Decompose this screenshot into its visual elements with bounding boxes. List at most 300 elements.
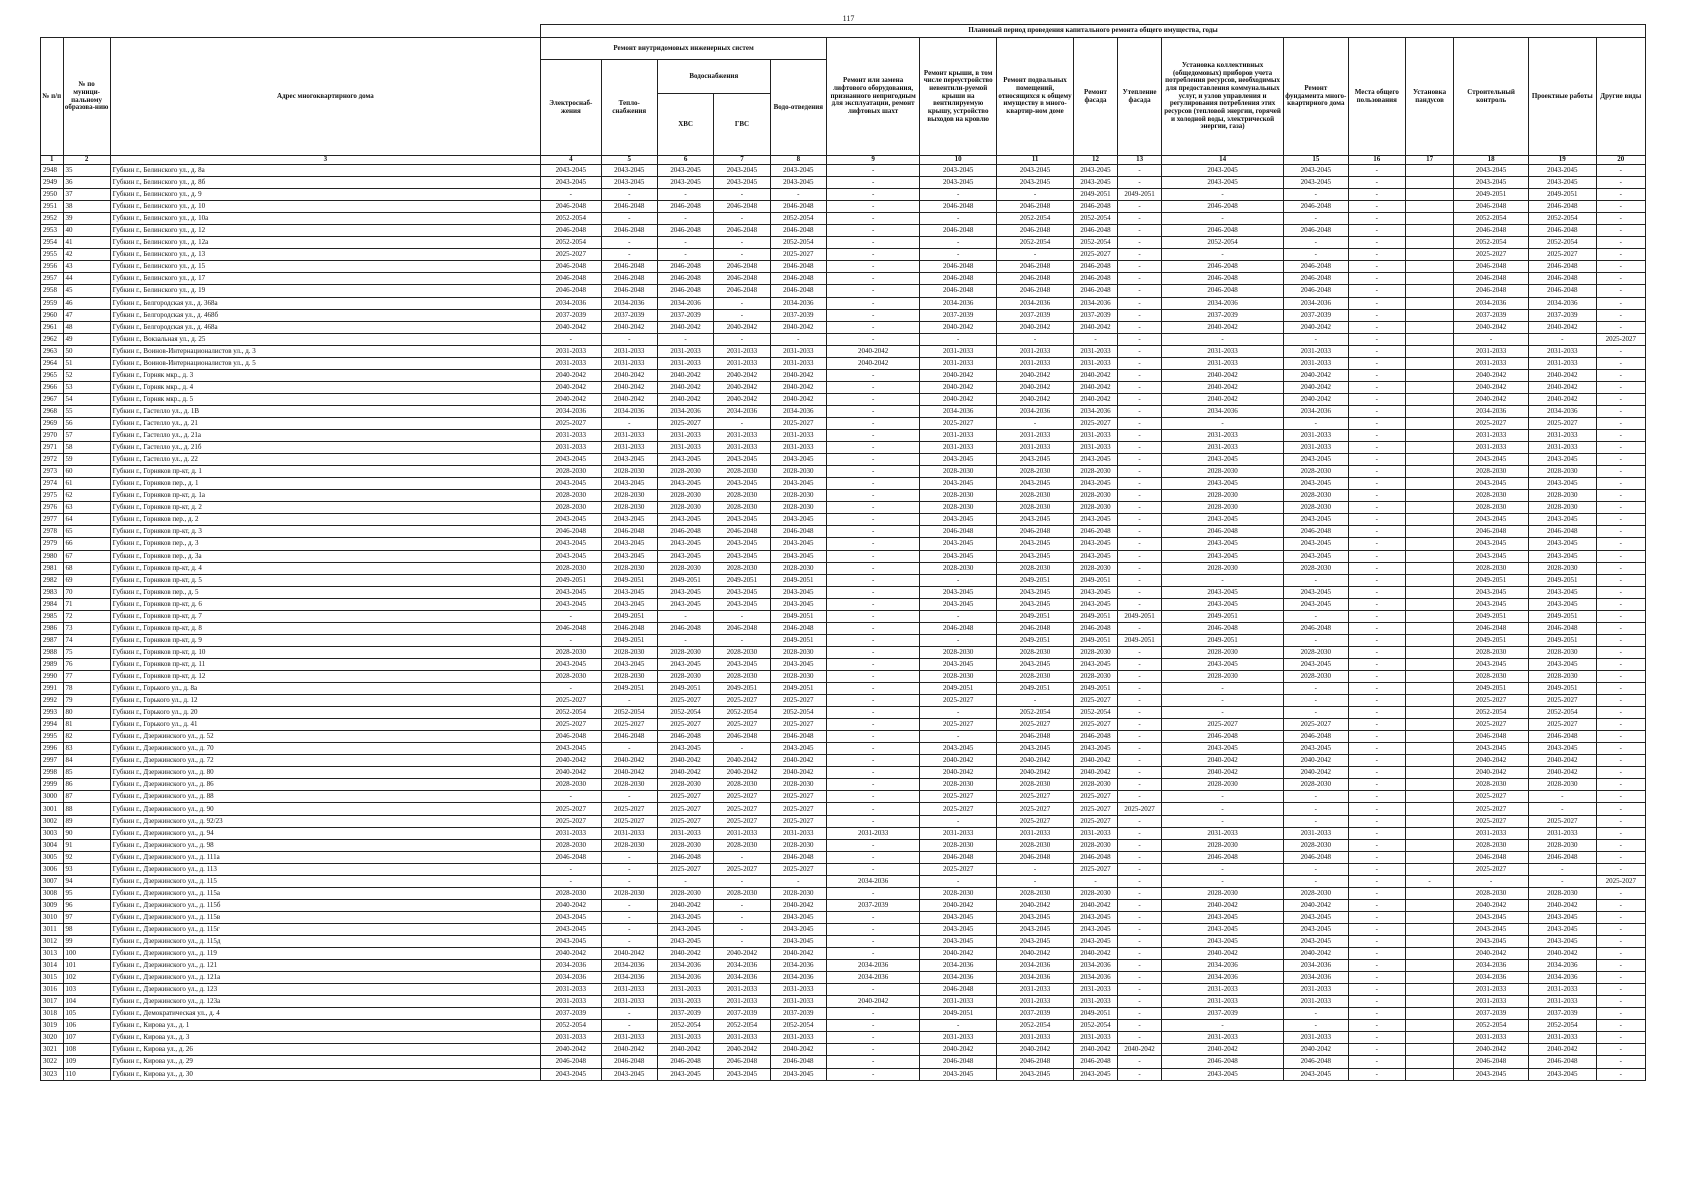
period-cell: - bbox=[1348, 719, 1405, 731]
period-cell: 2046-2048 bbox=[657, 526, 713, 538]
period-cell: 2040-2042 bbox=[541, 755, 601, 767]
period-cell: 2031-2033 bbox=[1454, 1032, 1529, 1044]
period-cell bbox=[1406, 610, 1454, 622]
period-cell: 2034-2036 bbox=[1162, 405, 1284, 417]
period-cell: 2031-2033 bbox=[1073, 430, 1117, 442]
period-cell: 2040-2042 bbox=[657, 321, 713, 333]
period-cell: 2025-2027 bbox=[1073, 249, 1117, 261]
period-cell: 2040-2042 bbox=[827, 357, 920, 369]
period-cell: 2025-2027 bbox=[601, 803, 657, 815]
period-cell: - bbox=[1596, 815, 1645, 827]
period-cell: - bbox=[1118, 887, 1162, 899]
period-cell: - bbox=[601, 417, 657, 429]
period-cell: - bbox=[1596, 610, 1645, 622]
period-cell: 2025-2027 bbox=[1528, 815, 1596, 827]
period-cell: 2025-2027 bbox=[1454, 863, 1529, 875]
period-cell bbox=[1406, 707, 1454, 719]
row-number-cell: 76 bbox=[63, 658, 110, 670]
period-cell: 2052-2054 bbox=[541, 237, 601, 249]
row-number-cell: 80 bbox=[63, 707, 110, 719]
period-cell: - bbox=[827, 213, 920, 225]
period-cell: - bbox=[1596, 393, 1645, 405]
period-cell: - bbox=[1596, 562, 1645, 574]
period-cell: - bbox=[1118, 213, 1162, 225]
period-cell: 2031-2033 bbox=[920, 827, 997, 839]
period-cell: 2046-2048 bbox=[770, 273, 826, 285]
period-cell: 2043-2045 bbox=[657, 177, 713, 189]
period-cell: - bbox=[1118, 1020, 1162, 1032]
period-cell: 2043-2045 bbox=[1528, 586, 1596, 598]
row-number-cell: 52 bbox=[63, 369, 110, 381]
period-cell: - bbox=[920, 237, 997, 249]
period-cell: - bbox=[1596, 791, 1645, 803]
period-cell: 2028-2030 bbox=[997, 887, 1074, 899]
period-cell: 2034-2036 bbox=[1528, 297, 1596, 309]
period-cell bbox=[1406, 297, 1454, 309]
period-cell: - bbox=[920, 634, 997, 646]
row-number-cell: 3010 bbox=[41, 911, 64, 923]
period-cell: - bbox=[601, 936, 657, 948]
period-cell: - bbox=[1284, 815, 1349, 827]
address-cell: Губкин г., Кирова ул., д. 3 bbox=[110, 1032, 540, 1044]
period-cell: - bbox=[1118, 683, 1162, 695]
period-cell: 2046-2048 bbox=[657, 261, 713, 273]
address-cell: Губкин г., Дзержинского ул., д. 123а bbox=[110, 996, 540, 1008]
address-cell: Губкин г., Горняков пер., д. 1 bbox=[110, 478, 540, 490]
period-cell: 2034-2036 bbox=[714, 960, 770, 972]
period-cell: 2043-2045 bbox=[1284, 478, 1349, 490]
period-cell: 2040-2042 bbox=[770, 899, 826, 911]
period-cell: - bbox=[827, 923, 920, 935]
period-cell: 2043-2045 bbox=[997, 586, 1074, 598]
address-cell: Губкин г., Дзержинского ул., д. 121 bbox=[110, 960, 540, 972]
row-number-cell: 107 bbox=[63, 1032, 110, 1044]
period-cell: 2052-2054 bbox=[541, 1020, 601, 1032]
period-cell: 2028-2030 bbox=[1073, 670, 1117, 682]
period-cell: 2043-2045 bbox=[997, 658, 1074, 670]
period-cell: 2040-2042 bbox=[601, 393, 657, 405]
period-cell: 2037-2039 bbox=[657, 309, 713, 321]
period-cell bbox=[1406, 526, 1454, 538]
period-cell: 2046-2048 bbox=[541, 225, 601, 237]
period-cell: 2037-2039 bbox=[1284, 309, 1349, 321]
period-cell: 2034-2036 bbox=[920, 972, 997, 984]
period-cell: - bbox=[1348, 189, 1405, 201]
period-cell: 2049-2051 bbox=[1162, 634, 1284, 646]
period-cell: 2025-2027 bbox=[770, 815, 826, 827]
row-number-cell: 55 bbox=[63, 405, 110, 417]
period-cell: 2043-2045 bbox=[1284, 514, 1349, 526]
period-cell: 2028-2030 bbox=[541, 562, 601, 574]
table-row bbox=[41, 984, 1646, 996]
period-cell bbox=[1406, 1068, 1454, 1080]
row-number-cell: 2948 bbox=[41, 165, 64, 177]
period-cell: 2049-2051 bbox=[714, 683, 770, 695]
period-cell: 2028-2030 bbox=[1454, 839, 1529, 851]
period-cell: 2031-2033 bbox=[1162, 345, 1284, 357]
period-cell: - bbox=[1284, 803, 1349, 815]
period-cell: 2052-2054 bbox=[997, 1020, 1074, 1032]
period-cell: 2043-2045 bbox=[1454, 658, 1529, 670]
period-cell: 2040-2042 bbox=[1528, 755, 1596, 767]
row-number-cell: 2986 bbox=[41, 622, 64, 634]
period-cell: 2049-2051 bbox=[657, 683, 713, 695]
period-cell: 2046-2048 bbox=[770, 731, 826, 743]
period-cell: 2034-2036 bbox=[1162, 297, 1284, 309]
table-row bbox=[41, 165, 1646, 177]
period-cell: 2025-2027 bbox=[714, 719, 770, 731]
period-cell: 2046-2048 bbox=[997, 261, 1074, 273]
period-cell: 2049-2051 bbox=[1118, 189, 1162, 201]
period-cell: 2025-2027 bbox=[541, 815, 601, 827]
period-cell: 2043-2045 bbox=[1454, 598, 1529, 610]
period-cell: - bbox=[1118, 743, 1162, 755]
period-cell: 2046-2048 bbox=[1528, 273, 1596, 285]
period-cell bbox=[1406, 803, 1454, 815]
period-cell: - bbox=[1284, 333, 1349, 345]
period-cell: - bbox=[1596, 707, 1645, 719]
period-cell: - bbox=[1596, 586, 1645, 598]
period-cell: - bbox=[601, 863, 657, 875]
period-cell: - bbox=[1596, 1008, 1645, 1020]
period-cell: 2040-2042 bbox=[601, 381, 657, 393]
period-cell: 2046-2048 bbox=[541, 622, 601, 634]
row-number-cell: 47 bbox=[63, 309, 110, 321]
row-number-cell: 110 bbox=[63, 1068, 110, 1080]
period-cell: 2052-2054 bbox=[1073, 1020, 1117, 1032]
period-cell: 2037-2039 bbox=[1528, 309, 1596, 321]
period-cell: 2034-2036 bbox=[1284, 960, 1349, 972]
row-number-cell: 91 bbox=[63, 839, 110, 851]
period-cell: - bbox=[827, 670, 920, 682]
period-cell: 2046-2048 bbox=[601, 622, 657, 634]
period-cell: 2040-2042 bbox=[601, 1044, 657, 1056]
period-cell bbox=[1406, 767, 1454, 779]
period-cell: 2052-2054 bbox=[541, 707, 601, 719]
period-cell: 2043-2045 bbox=[1284, 165, 1349, 177]
period-cell: 2034-2036 bbox=[1073, 972, 1117, 984]
period-cell: - bbox=[1596, 165, 1645, 177]
row-number-cell: 43 bbox=[63, 261, 110, 273]
period-cell: 2031-2033 bbox=[1073, 1032, 1117, 1044]
period-cell: - bbox=[1596, 670, 1645, 682]
period-cell: 2031-2033 bbox=[601, 984, 657, 996]
period-cell: - bbox=[1596, 189, 1645, 201]
period-cell: 2025-2027 bbox=[657, 803, 713, 815]
address-cell: Губкин г., Горняк мкр., д. 5 bbox=[110, 393, 540, 405]
table-row bbox=[41, 851, 1646, 863]
row-number-cell: 102 bbox=[63, 972, 110, 984]
period-cell: - bbox=[827, 1020, 920, 1032]
row-number-cell: 65 bbox=[63, 526, 110, 538]
col-lift: Ремонт или замена лифтового оборудования, признанного непригодным для эксплуатации, ремонт лифтовых шахт bbox=[827, 38, 920, 156]
table-row bbox=[41, 526, 1646, 538]
table-row bbox=[41, 755, 1646, 767]
period-cell: - bbox=[1596, 598, 1645, 610]
period-cell: - bbox=[1454, 875, 1529, 887]
period-cell: - bbox=[1596, 1044, 1645, 1056]
period-cell: - bbox=[1596, 996, 1645, 1008]
period-cell: - bbox=[1348, 309, 1405, 321]
table-row bbox=[41, 405, 1646, 417]
period-cell bbox=[1406, 634, 1454, 646]
period-cell: 2043-2045 bbox=[1073, 514, 1117, 526]
period-cell: 2040-2042 bbox=[1284, 321, 1349, 333]
table-row bbox=[41, 767, 1646, 779]
period-cell: 2040-2042 bbox=[601, 369, 657, 381]
row-number-cell: 3022 bbox=[41, 1056, 64, 1068]
period-cell: - bbox=[1118, 309, 1162, 321]
period-cell: 2043-2045 bbox=[541, 911, 601, 923]
period-cell: 2040-2042 bbox=[1528, 321, 1596, 333]
period-cell: 2046-2048 bbox=[714, 261, 770, 273]
period-cell: 2028-2030 bbox=[920, 490, 997, 502]
period-cell: 2028-2030 bbox=[657, 490, 713, 502]
period-cell: - bbox=[827, 201, 920, 213]
period-cell: 2031-2033 bbox=[920, 442, 997, 454]
period-cell: 2028-2030 bbox=[997, 466, 1074, 478]
period-cell: 2034-2036 bbox=[657, 960, 713, 972]
period-cell: 2025-2027 bbox=[770, 803, 826, 815]
period-cell: 2028-2030 bbox=[541, 779, 601, 791]
period-cell: 2046-2048 bbox=[1284, 285, 1349, 297]
row-number-cell: 3006 bbox=[41, 863, 64, 875]
row-number-cell: 2995 bbox=[41, 731, 64, 743]
period-cell: - bbox=[1348, 634, 1405, 646]
period-cell: 2025-2027 bbox=[1528, 719, 1596, 731]
row-number-cell: 48 bbox=[63, 321, 110, 333]
address-cell: Губкин г., Горняков пер., д. 5 bbox=[110, 586, 540, 598]
table-row bbox=[41, 357, 1646, 369]
period-cell: 2034-2036 bbox=[657, 405, 713, 417]
period-cell: - bbox=[1596, 261, 1645, 273]
period-cell: - bbox=[1596, 972, 1645, 984]
period-cell: 2043-2045 bbox=[1454, 1068, 1529, 1080]
period-cell: 2043-2045 bbox=[1073, 177, 1117, 189]
period-cell: - bbox=[1162, 863, 1284, 875]
period-cell bbox=[1406, 550, 1454, 562]
period-cell: 2052-2054 bbox=[1162, 237, 1284, 249]
period-cell: 2025-2027 bbox=[1596, 333, 1645, 345]
period-cell: - bbox=[1348, 345, 1405, 357]
period-cell bbox=[1406, 755, 1454, 767]
period-cell: - bbox=[1162, 815, 1284, 827]
period-cell: 2046-2048 bbox=[997, 731, 1074, 743]
period-cell: 2040-2042 bbox=[1162, 948, 1284, 960]
period-cell: 2046-2048 bbox=[1528, 622, 1596, 634]
period-cell: 2043-2045 bbox=[920, 936, 997, 948]
period-cell: 2046-2048 bbox=[1073, 1056, 1117, 1068]
period-cell: - bbox=[1118, 297, 1162, 309]
row-number-cell: 2973 bbox=[41, 466, 64, 478]
period-cell: - bbox=[827, 177, 920, 189]
row-number-cell: 2985 bbox=[41, 610, 64, 622]
period-cell: - bbox=[1596, 634, 1645, 646]
period-cell: - bbox=[1596, 863, 1645, 875]
address-cell: Губкин г., Горняк мкр., д. 3 bbox=[110, 369, 540, 381]
period-cell: 2025-2027 bbox=[997, 803, 1074, 815]
period-cell: 2040-2042 bbox=[1162, 369, 1284, 381]
period-cell: - bbox=[1118, 839, 1162, 851]
period-cell: - bbox=[1596, 526, 1645, 538]
period-cell: - bbox=[997, 863, 1074, 875]
row-number-cell: 77 bbox=[63, 670, 110, 682]
period-cell: 2043-2045 bbox=[1528, 177, 1596, 189]
period-cell: 2031-2033 bbox=[997, 357, 1074, 369]
period-cell: - bbox=[1348, 165, 1405, 177]
period-cell: 2049-2051 bbox=[1528, 189, 1596, 201]
row-number-cell: 2978 bbox=[41, 526, 64, 538]
period-cell: 2043-2045 bbox=[1162, 586, 1284, 598]
period-cell: - bbox=[1348, 1068, 1405, 1080]
period-cell: 2028-2030 bbox=[1073, 779, 1117, 791]
period-cell: - bbox=[1348, 237, 1405, 249]
row-number-cell: 92 bbox=[63, 851, 110, 863]
table-row bbox=[41, 562, 1646, 574]
row-number-cell: 96 bbox=[63, 899, 110, 911]
period-cell: - bbox=[1118, 273, 1162, 285]
period-cell bbox=[1406, 646, 1454, 658]
period-cell: 2043-2045 bbox=[997, 743, 1074, 755]
period-cell: 2040-2042 bbox=[997, 1044, 1074, 1056]
period-cell: 2031-2033 bbox=[1454, 984, 1529, 996]
row-number-cell: 2954 bbox=[41, 237, 64, 249]
period-cell: 2028-2030 bbox=[997, 562, 1074, 574]
period-cell: 2025-2027 bbox=[1073, 695, 1117, 707]
period-cell: - bbox=[657, 634, 713, 646]
period-cell: 2040-2042 bbox=[1528, 393, 1596, 405]
period-cell: 2043-2045 bbox=[1162, 165, 1284, 177]
period-cell: - bbox=[1348, 803, 1405, 815]
address-cell: Губкин г., Дзержинского ул., д. 94 bbox=[110, 827, 540, 839]
period-cell: 2025-2027 bbox=[1454, 719, 1529, 731]
col-heat: Тепло-снабжения bbox=[601, 60, 657, 156]
period-cell: 2040-2042 bbox=[657, 899, 713, 911]
period-cell: - bbox=[1596, 658, 1645, 670]
period-cell: 2031-2033 bbox=[1073, 345, 1117, 357]
row-number-cell: 62 bbox=[63, 490, 110, 502]
period-cell: - bbox=[1348, 538, 1405, 550]
period-cell: - bbox=[1596, 466, 1645, 478]
period-cell: 2028-2030 bbox=[1528, 670, 1596, 682]
row-number-cell: 2950 bbox=[41, 189, 64, 201]
period-cell: - bbox=[827, 767, 920, 779]
period-cell: 2043-2045 bbox=[657, 454, 713, 466]
period-cell: 2046-2048 bbox=[1162, 731, 1284, 743]
period-cell: 2037-2039 bbox=[1528, 1008, 1596, 1020]
period-cell: - bbox=[1162, 791, 1284, 803]
period-cell: 2052-2054 bbox=[1073, 707, 1117, 719]
period-cell: 2049-2051 bbox=[920, 683, 997, 695]
period-cell: 2037-2039 bbox=[997, 309, 1074, 321]
period-cell: - bbox=[1348, 490, 1405, 502]
period-cell: - bbox=[1348, 948, 1405, 960]
period-cell: 2043-2045 bbox=[657, 923, 713, 935]
period-cell: - bbox=[714, 213, 770, 225]
period-cell: 2028-2030 bbox=[601, 646, 657, 658]
period-cell: - bbox=[1596, 755, 1645, 767]
period-cell: 2025-2027 bbox=[1454, 815, 1529, 827]
period-cell: - bbox=[714, 743, 770, 755]
period-cell bbox=[1406, 237, 1454, 249]
row-number-cell: 56 bbox=[63, 417, 110, 429]
period-cell: 2028-2030 bbox=[714, 502, 770, 514]
period-cell: - bbox=[1348, 695, 1405, 707]
period-cell: - bbox=[1348, 393, 1405, 405]
period-cell: - bbox=[827, 1056, 920, 1068]
period-cell: 2046-2048 bbox=[541, 261, 601, 273]
period-cell: 2043-2045 bbox=[541, 454, 601, 466]
period-cell: 2028-2030 bbox=[601, 466, 657, 478]
period-cell: 2028-2030 bbox=[657, 670, 713, 682]
period-cell: 2043-2045 bbox=[714, 538, 770, 550]
period-cell: 2031-2033 bbox=[714, 357, 770, 369]
period-cell: - bbox=[1348, 562, 1405, 574]
period-cell: - bbox=[1348, 791, 1405, 803]
table-row bbox=[41, 189, 1646, 201]
period-cell: - bbox=[827, 538, 920, 550]
period-cell: 2031-2033 bbox=[920, 357, 997, 369]
row-number-cell: 3005 bbox=[41, 851, 64, 863]
period-cell: 2034-2036 bbox=[1454, 297, 1529, 309]
period-cell: 2043-2045 bbox=[541, 923, 601, 935]
period-cell: - bbox=[1348, 851, 1405, 863]
period-cell: - bbox=[827, 165, 920, 177]
page-number: 117 bbox=[842, 14, 855, 23]
period-cell: 2028-2030 bbox=[770, 562, 826, 574]
period-cell: - bbox=[1348, 514, 1405, 526]
period-cell: 2046-2048 bbox=[714, 285, 770, 297]
period-cell: 2046-2048 bbox=[657, 731, 713, 743]
period-cell: 2043-2045 bbox=[657, 743, 713, 755]
period-cell: 2028-2030 bbox=[657, 562, 713, 574]
table-row bbox=[41, 285, 1646, 297]
row-number-cell: 3011 bbox=[41, 923, 64, 935]
period-cell: - bbox=[1596, 622, 1645, 634]
row-number-cell: 71 bbox=[63, 598, 110, 610]
period-cell: 2031-2033 bbox=[1162, 1032, 1284, 1044]
period-cell: 2046-2048 bbox=[1528, 225, 1596, 237]
period-cell: 2046-2048 bbox=[1284, 622, 1349, 634]
table-row bbox=[41, 1068, 1646, 1080]
period-cell: - bbox=[827, 911, 920, 923]
address-cell: Губкин г., Горняков пр-кт, д. 10 bbox=[110, 646, 540, 658]
period-cell: - bbox=[1596, 1056, 1645, 1068]
period-cell: 2025-2027 bbox=[1073, 791, 1117, 803]
period-cell bbox=[1406, 1032, 1454, 1044]
row-number-cell: 2987 bbox=[41, 634, 64, 646]
period-cell: 2028-2030 bbox=[1528, 839, 1596, 851]
period-cell: 2040-2042 bbox=[1073, 755, 1117, 767]
period-cell: 2043-2045 bbox=[1073, 538, 1117, 550]
period-cell: - bbox=[1162, 249, 1284, 261]
table-row bbox=[41, 634, 1646, 646]
period-cell: - bbox=[1118, 237, 1162, 249]
period-cell: 2028-2030 bbox=[1162, 502, 1284, 514]
period-cell: 2028-2030 bbox=[601, 887, 657, 899]
address-cell: Губкин г., Дзержинского ул., д. 80 bbox=[110, 767, 540, 779]
col-no: № п/п bbox=[41, 38, 64, 156]
period-cell: - bbox=[1118, 466, 1162, 478]
period-cell: - bbox=[827, 984, 920, 996]
address-cell: Губкин г., Горького ул., д. 8а bbox=[110, 683, 540, 695]
period-cell: 2040-2042 bbox=[920, 1044, 997, 1056]
period-cell: 2046-2048 bbox=[601, 285, 657, 297]
table-row bbox=[41, 936, 1646, 948]
row-number-cell: 82 bbox=[63, 731, 110, 743]
period-cell: 2031-2033 bbox=[1454, 442, 1529, 454]
period-cell: 2043-2045 bbox=[1528, 598, 1596, 610]
